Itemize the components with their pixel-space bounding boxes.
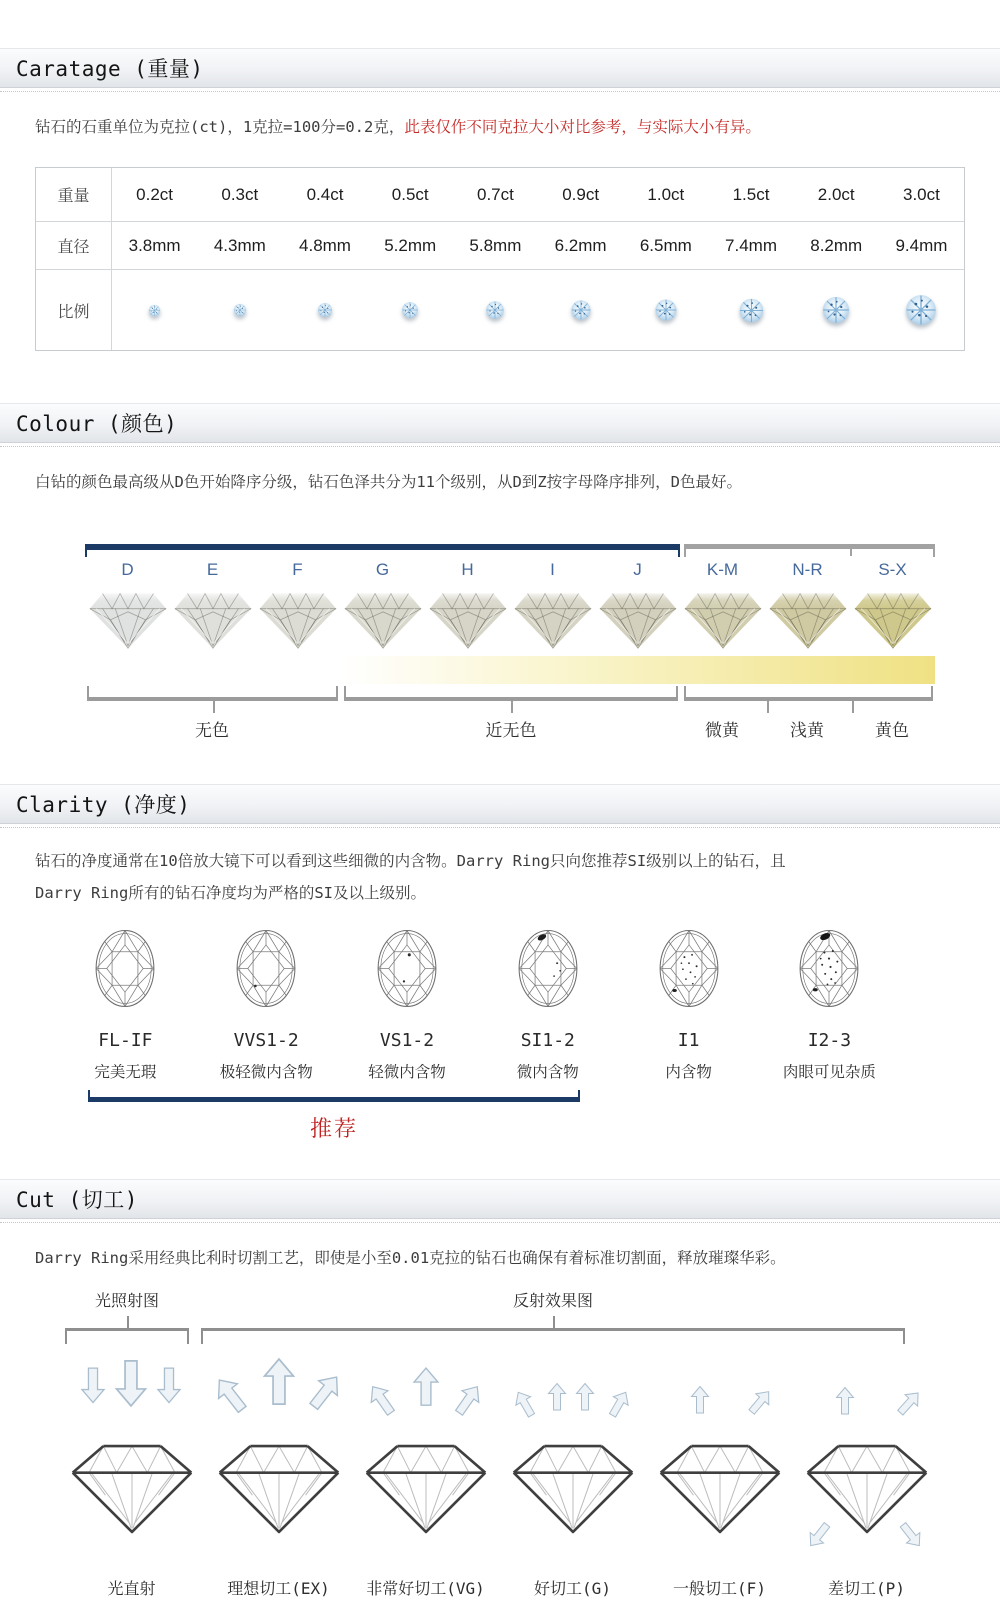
caratage-intro <box>35 115 1000 139</box>
diamond-sparkle-icon <box>148 304 161 317</box>
cut-intro-text: Darry Ring采用经典比利时切割工艺，即使是小至0.01克拉的钻石也确保有着标准切割面，释放璀璨华彩。 <box>35 1249 786 1267</box>
clarity-name: 内含物 <box>665 1063 712 1081</box>
colour-group-label: 无色 <box>195 721 229 741</box>
grade-letter: D <box>121 560 134 579</box>
weight-value: 1.0ct <box>647 184 685 204</box>
clarity-grade-column <box>196 919 337 1082</box>
colour-grade-column <box>765 560 850 650</box>
light-irradiation-bracket <box>65 1328 189 1344</box>
weight-value: 2.0ct <box>817 184 855 204</box>
colour-grade-column <box>425 560 510 650</box>
diamond-sparkle-icon <box>738 297 765 324</box>
grade-letter: J <box>633 560 642 579</box>
group-bracket-near-colourless <box>344 686 678 701</box>
clarity-code: FL-IF <box>98 1030 153 1051</box>
cut-intro <box>35 1246 1000 1270</box>
row-label-diameter: 直径 <box>36 222 112 269</box>
clarity-grade-column <box>55 919 196 1082</box>
down-arrow-icon <box>114 1354 148 1412</box>
clarity-name: 完美无瑕 <box>94 1063 157 1081</box>
light-irradiation-label: 光照射图 <box>94 1291 160 1310</box>
cut-diagrams-area <box>0 1288 1000 1598</box>
weight-value: 0.5ct <box>391 184 429 204</box>
clarity-name: 微内含物 <box>516 1063 579 1081</box>
row-label-proportion: 比例 <box>36 270 112 350</box>
recommended-label: 推荐 <box>309 1117 358 1142</box>
up-arrow-icon <box>447 1377 490 1424</box>
caratage-intro-text: 钻石的石重单位为克拉(ct)，1克拉=100分=0.2克， <box>35 118 405 136</box>
divider <box>0 824 1000 828</box>
row-label-weight: 重量 <box>36 168 112 221</box>
caratage-intro-warning: 此表仅作不同克拉大小对比参考，与实际大小有异。 <box>404 118 761 136</box>
weight-value: 0.9ct <box>562 184 600 204</box>
colour-grade-column <box>340 560 425 650</box>
weight-value: 0.3ct <box>221 184 259 204</box>
grade-letter: K-M <box>706 560 739 579</box>
cut-title: Cut (切工) <box>16 1188 138 1212</box>
down-arrow-icon <box>80 1364 106 1406</box>
grade-letter: G <box>375 560 390 579</box>
reflection-effect-label: 反射效果图 <box>512 1291 594 1310</box>
cut-grade-label: 光直射 <box>107 1579 156 1598</box>
diameter-value: 8.2mm <box>810 235 863 255</box>
colour-intro-text: 白钻的颜色最高级从D色开始降序分级，钻石色泽共分为11个级别，从D到Z按字母降序排列，D色最好。 <box>35 473 742 491</box>
clarity-grade-column <box>477 919 618 1082</box>
reflection-effect-bracket <box>201 1328 905 1344</box>
diamond-sparkle-icon <box>233 303 247 317</box>
cut-grade-label: 理想切工(EX) <box>227 1579 330 1598</box>
clarity-name: 极轻微内含物 <box>219 1063 313 1081</box>
colour-group-label: 浅黄 <box>790 721 824 741</box>
diamond-sparkle-icon <box>570 299 592 321</box>
up-arrow-icon <box>835 1384 855 1418</box>
clarity-grades-row <box>55 919 900 1082</box>
cut-diagram-poor <box>793 1350 940 1566</box>
colour-grade-column <box>510 560 595 650</box>
grade-letter: I <box>550 560 555 579</box>
divider <box>0 1219 1000 1223</box>
grade-letter: S-X <box>878 560 907 579</box>
up-arrow-icon <box>507 1383 542 1424</box>
clarity-section-header <box>0 784 1000 824</box>
clarity-diagram-vs-icon <box>369 919 445 1018</box>
clarity-diagram-si-icon <box>510 919 586 1018</box>
cut-grade-label: 差切工(P) <box>828 1579 905 1598</box>
weight-value: 1.5ct <box>732 184 770 204</box>
colour-grade-column <box>850 560 935 650</box>
colour-grade-column <box>170 560 255 650</box>
cut-diagram-fair <box>646 1350 793 1566</box>
grade-letter: N-R <box>792 560 823 579</box>
clarity-name: 轻微内含物 <box>368 1063 446 1081</box>
up-arrow-icon <box>547 1378 567 1416</box>
weight-value: 3.0ct <box>903 184 940 204</box>
divider <box>0 88 1000 92</box>
diamond-photo-icon <box>88 588 168 650</box>
diamond-photo-icon <box>173 588 253 650</box>
yellow-tint-gradient-band <box>340 656 935 684</box>
diamond-sparkle-icon <box>654 298 678 322</box>
diamond-photo-icon <box>513 588 593 650</box>
clarity-diagram-i2-3-icon <box>791 919 867 1018</box>
diameter-value: 5.8mm <box>469 235 522 255</box>
up-arrow-icon <box>575 1378 595 1416</box>
diamond-photo-icon <box>428 588 508 650</box>
clarity-diagram-vvs-icon <box>228 919 304 1018</box>
up-arrow-icon <box>890 1384 928 1423</box>
diamond-photo-icon <box>598 588 678 650</box>
recommended-range-bracket <box>88 1090 580 1102</box>
diamond-photo-icon <box>258 588 338 650</box>
grade-letter: F <box>292 560 303 579</box>
colour-grade-column <box>255 560 340 650</box>
clarity-diagram-fl-if-icon <box>87 919 163 1018</box>
diameter-value: 4.3mm <box>213 235 266 255</box>
diamond-side-view-icon <box>511 1442 635 1534</box>
diamond-photo-icon <box>683 588 763 650</box>
clarity-code: I1 <box>677 1030 700 1051</box>
up-arrow-icon <box>206 1368 256 1421</box>
clarity-intro <box>35 849 1000 905</box>
diameter-value: 6.2mm <box>554 235 607 255</box>
up-arrow-icon <box>361 1377 404 1424</box>
table-row-weight <box>36 168 964 222</box>
colour-grade-scale <box>85 544 935 750</box>
up-arrow-icon <box>412 1362 440 1412</box>
diameter-value: 3.8mm <box>128 235 181 255</box>
clarity-grade-column <box>618 919 759 1082</box>
weight-value: 0.4ct <box>306 184 344 204</box>
weight-value: 0.7ct <box>476 184 514 204</box>
up-arrow-icon <box>690 1382 710 1418</box>
clarity-code: VS1-2 <box>379 1030 435 1051</box>
down-arrow-icon <box>156 1364 182 1406</box>
diamond-photo-icon <box>853 588 933 650</box>
colour-grade-column <box>680 560 765 650</box>
diamond-sparkle-icon <box>401 301 419 319</box>
colourless-range-bracket <box>85 544 680 557</box>
colour-section-header <box>0 403 1000 443</box>
diamond-sparkle-icon <box>485 300 505 320</box>
clarity-grade-column <box>759 919 900 1082</box>
up-arrow-icon <box>741 1382 779 1422</box>
diamond-side-view-icon <box>217 1442 341 1534</box>
diamond-sparkle-icon <box>821 295 851 325</box>
cut-grade-label: 一般切工(F) <box>673 1579 766 1598</box>
colour-group-label: 黄色 <box>875 721 909 741</box>
colour-title: Colour (颜色) <box>16 412 178 436</box>
clarity-grade-column <box>337 919 478 1082</box>
clarity-title: Clarity (净度) <box>16 793 191 817</box>
clarity-code: SI1-2 <box>520 1030 575 1051</box>
cut-grade-label: 好切工(G) <box>534 1579 611 1598</box>
diamond-photo-icon <box>343 588 423 650</box>
cut-diagram-excellent <box>205 1350 352 1566</box>
colour-grade-column <box>85 560 170 650</box>
diameter-value: 6.5mm <box>639 235 692 255</box>
colour-grade-column <box>595 560 680 650</box>
cut-section-header <box>0 1179 1000 1219</box>
diamond-side-view-icon <box>805 1442 929 1534</box>
table-row-diameter <box>36 222 964 270</box>
clarity-name: 肉眼可见杂质 <box>782 1063 876 1081</box>
diamond-photo-icon <box>768 588 848 650</box>
diameter-value: 9.4mm <box>895 235 948 255</box>
clarity-code: VVS1-2 <box>233 1030 299 1051</box>
caratage-section-header <box>0 48 1000 88</box>
group-bracket-yellowish <box>684 686 933 701</box>
clarity-code: I2-3 <box>807 1030 852 1051</box>
table-row-proportion <box>36 270 964 350</box>
yellow-range-bracket <box>684 544 935 557</box>
up-arrow-icon <box>299 1364 351 1419</box>
diamond-side-view-icon <box>364 1442 488 1534</box>
diamond-sparkle-icon <box>904 293 938 327</box>
up-arrow-icon <box>262 1352 296 1412</box>
group-bracket-colourless <box>87 686 338 701</box>
cut-diagram-very-good <box>352 1350 499 1566</box>
grade-letter: E <box>206 560 219 579</box>
diamond-side-view-icon <box>658 1442 782 1534</box>
grade-letter: H <box>461 560 474 579</box>
colour-group-label: 近无色 <box>485 721 537 741</box>
up-arrow-icon <box>601 1383 636 1424</box>
diameter-value: 4.8mm <box>299 235 351 255</box>
diamond-sparkle-icon <box>317 302 333 318</box>
caratage-title: Caratage (重量) <box>16 57 204 81</box>
cut-diagram-direct-light <box>58 1350 205 1566</box>
colour-intro <box>35 470 1000 494</box>
cut-diagram-good <box>499 1350 646 1566</box>
cut-grade-label: 非常好切工(VG) <box>366 1579 485 1598</box>
clarity-intro-line1: 钻石的净度通常在10倍放大镜下可以看到这些细微的内含物。Darry Ring只向您推荐SI级别以上的钻石，且 <box>35 852 786 870</box>
weight-value: 0.2ct <box>136 184 174 204</box>
diameter-value: 7.4mm <box>725 235 777 255</box>
clarity-intro-line2: Darry Ring所有的钻石净度均为严格的SI及以上级别。 <box>35 884 426 902</box>
colour-group-label: 微黄 <box>705 721 739 741</box>
carat-size-table <box>35 167 965 351</box>
clarity-diagram-i1-icon <box>651 919 727 1018</box>
diamond-side-view-icon <box>70 1442 194 1534</box>
divider <box>0 443 1000 447</box>
diameter-value: 5.2mm <box>384 235 437 255</box>
